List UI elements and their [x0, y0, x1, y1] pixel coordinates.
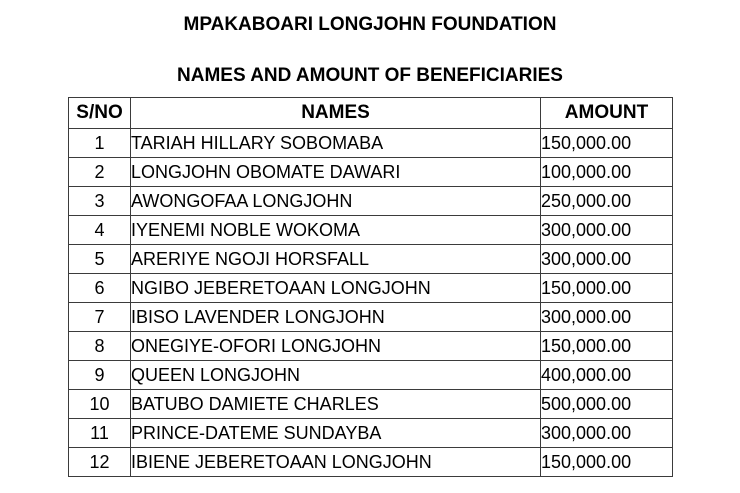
cell-sno: 8 — [69, 332, 131, 361]
cell-beneficiary-name: NGIBO JEBERETOAAN LONGJOHN — [131, 274, 541, 303]
cell-amount: 100,000.00 — [541, 158, 673, 187]
table-row — [69, 187, 673, 216]
cell-amount: 400,000.00 — [541, 361, 673, 390]
cell-sno: 5 — [69, 245, 131, 274]
table-row — [69, 448, 673, 477]
cell-amount: 300,000.00 — [541, 216, 673, 245]
cell-beneficiary-name: ARERIYE NGOJI HORSFALL — [131, 245, 541, 274]
cell-amount: 300,000.00 — [541, 419, 673, 448]
cell-sno: 1 — [69, 129, 131, 158]
cell-sno: 9 — [69, 361, 131, 390]
cell-beneficiary-name: ONEGIYE-OFORI LONGJOHN — [131, 332, 541, 361]
table-row — [69, 390, 673, 419]
table-row — [69, 129, 673, 158]
column-header-names: NAMES — [131, 98, 541, 129]
cell-beneficiary-name: LONGJOHN OBOMATE DAWARI — [131, 158, 541, 187]
table-row — [69, 332, 673, 361]
cell-sno: 3 — [69, 187, 131, 216]
cell-beneficiary-name: QUEEN LONGJOHN — [131, 361, 541, 390]
table-row — [69, 303, 673, 332]
cell-sno: 12 — [69, 448, 131, 477]
table-body — [69, 129, 673, 477]
cell-sno: 10 — [69, 390, 131, 419]
cell-sno: 7 — [69, 303, 131, 332]
cell-amount: 150,000.00 — [541, 448, 673, 477]
table-row — [69, 419, 673, 448]
cell-sno: 11 — [69, 419, 131, 448]
table-row — [69, 158, 673, 187]
table-row — [69, 216, 673, 245]
document-subtitle: NAMES AND AMOUNT OF BENEFICIARIES — [177, 65, 563, 86]
cell-beneficiary-name: IYENEMI NOBLE WOKOMA — [131, 216, 541, 245]
column-header-amount: AMOUNT — [541, 98, 673, 129]
document-title: MPAKABOARI LONGJOHN FOUNDATION — [183, 14, 557, 35]
table-row — [69, 245, 673, 274]
cell-beneficiary-name: PRINCE-DATEME SUNDAYBA — [131, 419, 541, 448]
cell-amount: 300,000.00 — [541, 303, 673, 332]
cell-beneficiary-name: IBIENE JEBERETOAAN LONGJOHN — [131, 448, 541, 477]
cell-amount: 250,000.00 — [541, 187, 673, 216]
table-row — [69, 361, 673, 390]
cell-sno: 6 — [69, 274, 131, 303]
cell-sno: 2 — [69, 158, 131, 187]
cell-sno: 4 — [69, 216, 131, 245]
cell-amount: 150,000.00 — [541, 129, 673, 158]
cell-amount: 150,000.00 — [541, 332, 673, 361]
cell-amount: 150,000.00 — [541, 274, 673, 303]
cell-beneficiary-name: IBISO LAVENDER LONGJOHN — [131, 303, 541, 332]
cell-beneficiary-name: TARIAH HILLARY SOBOMABA — [131, 129, 541, 158]
cell-beneficiary-name: AWONGOFAA LONGJOHN — [131, 187, 541, 216]
table-row — [69, 274, 673, 303]
cell-amount: 300,000.00 — [541, 245, 673, 274]
table-header-row — [69, 98, 673, 129]
cell-amount: 500,000.00 — [541, 390, 673, 419]
column-header-sno: S/NO — [69, 98, 131, 129]
beneficiaries-table — [68, 97, 673, 477]
cell-beneficiary-name: BATUBO DAMIETE CHARLES — [131, 390, 541, 419]
